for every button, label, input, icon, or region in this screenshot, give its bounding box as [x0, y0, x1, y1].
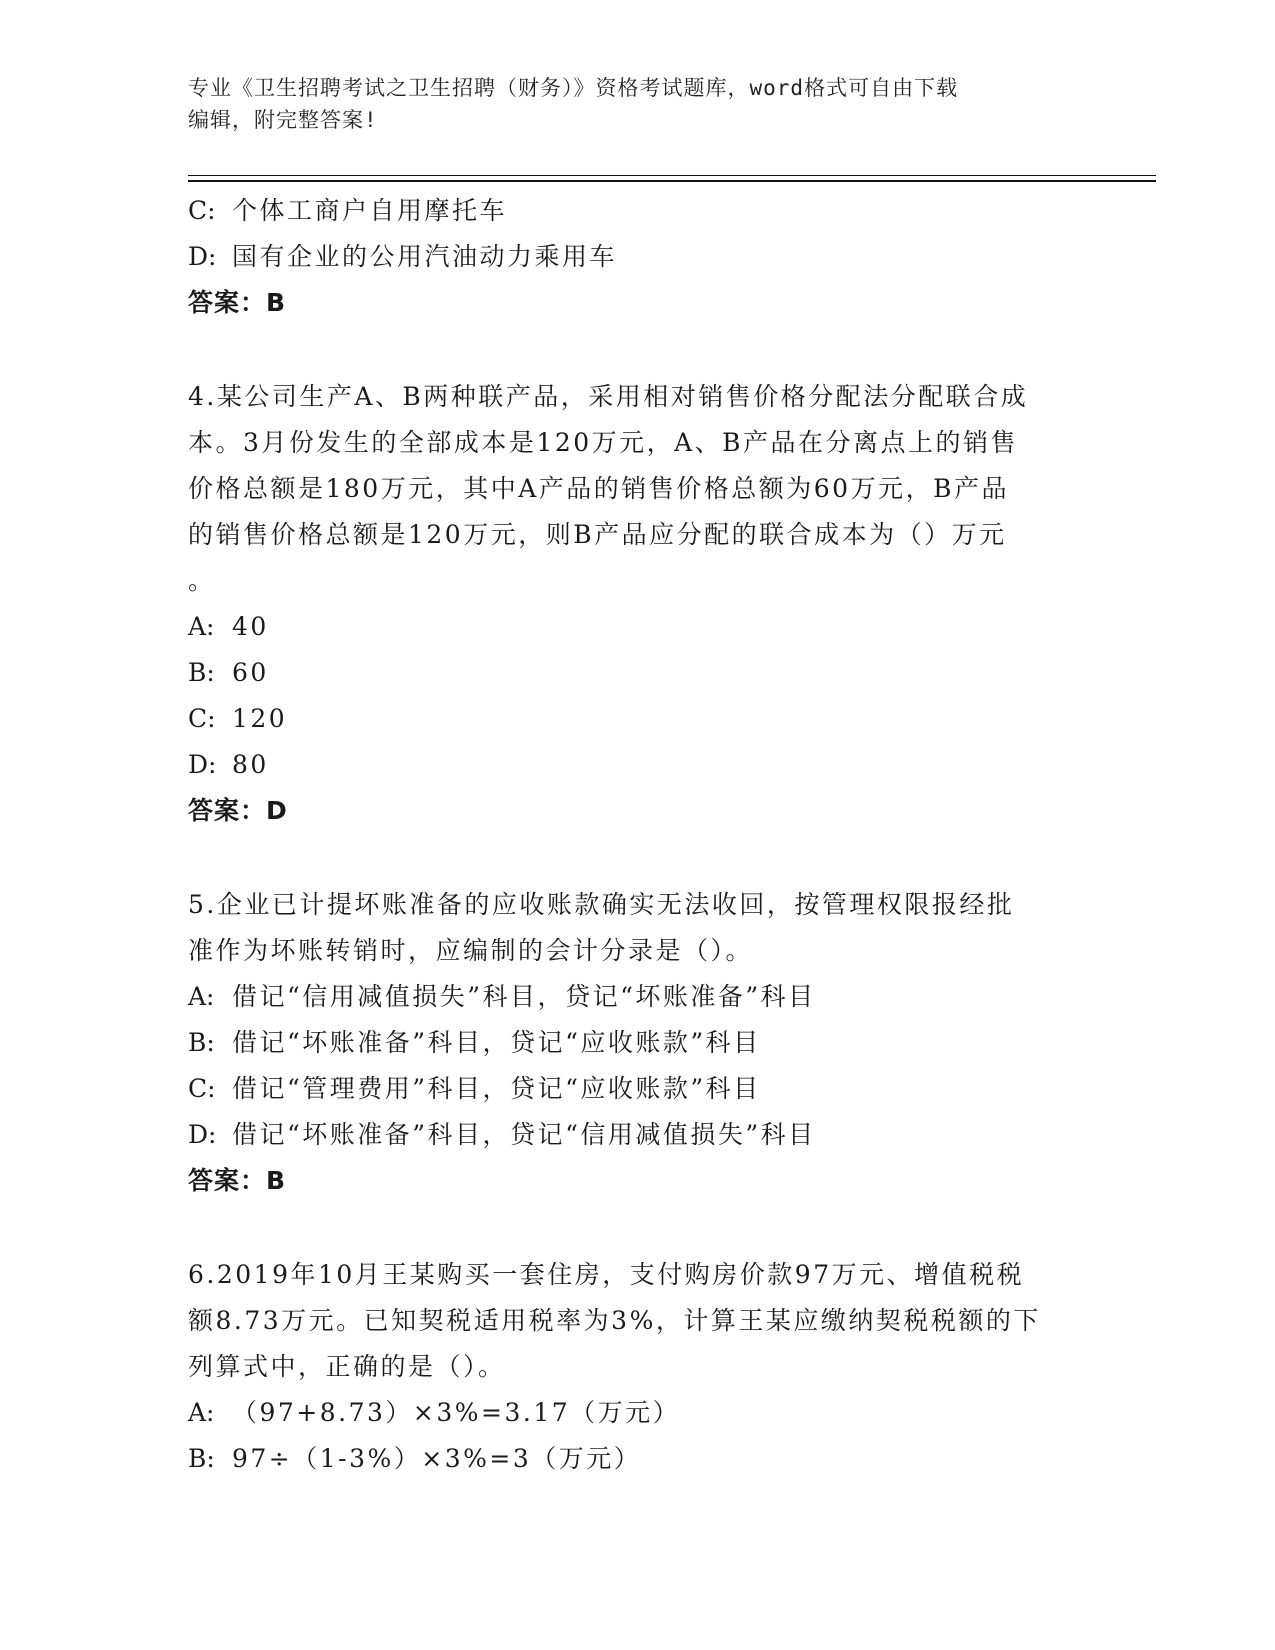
q5-option-c [188, 1066, 1128, 1112]
q4-option-b [188, 650, 1128, 696]
q5-stem-line: 5.企业已计提坏账准备的应收账款确实无法收回，按管理权限报经批 [188, 890, 1015, 919]
q3-option-c [188, 188, 1128, 234]
option-text: 60 [232, 658, 269, 687]
option-text: 40 [232, 612, 269, 641]
q4-option-a [188, 604, 1128, 650]
document-header [188, 72, 1088, 136]
option-text: 借记“信用减值损失”科目，贷记“坏账准备”科目 [232, 982, 816, 1011]
option-text: 借记“坏账准备”科目，贷记“应收账款”科目 [232, 1028, 761, 1057]
q6-stem-line: 列算式中，正确的是（）。 [188, 1352, 506, 1381]
option-label: C: [188, 196, 216, 225]
q6-stem-line: 额8.73万元。已知契税适用税率为3%，计算王某应缴纳契税税额的下 [188, 1306, 1041, 1335]
q6-option-b [188, 1436, 1128, 1482]
option-text: （97+8.73）×3%=3.17（万元） [232, 1398, 681, 1427]
q5-option-b [188, 1020, 1128, 1066]
question-content [188, 188, 1128, 1482]
option-label: C: [188, 704, 216, 733]
option-label: A: [188, 982, 215, 1011]
q5-option-a [188, 974, 1128, 1020]
option-label: B: [188, 658, 215, 687]
q6-stem-line: 6.2019年10月王某购买一套住房，支付购房价款97万元、增值税税 [188, 1260, 1025, 1289]
option-label: B: [188, 1028, 215, 1057]
q5-answer: 答案：B [188, 1166, 287, 1195]
q4-option-c [188, 696, 1128, 742]
option-label: D: [188, 242, 217, 271]
option-text: 80 [232, 750, 269, 779]
spacer [188, 1204, 1128, 1252]
spacer [188, 834, 1128, 882]
q5-option-d [188, 1112, 1128, 1158]
option-text: 国有企业的公用汽油动力乘用车 [232, 242, 618, 271]
header-line-1: 专业《卫生招聘考试之卫生招聘（财务）》资格考试题库，word格式可自由下载 [188, 76, 959, 100]
q4-option-d [188, 742, 1128, 788]
question-5 [188, 882, 1128, 1204]
q3-option-d [188, 234, 1128, 280]
question-6 [188, 1252, 1128, 1482]
option-label: A: [188, 1398, 215, 1427]
option-label: D: [188, 750, 217, 779]
header-rule-thick [188, 180, 1156, 182]
question-3 [188, 188, 1128, 326]
q4-stem-line: 本。3月份发生的全部成本是120万元，A、B产品在分离点上的销售 [188, 428, 1019, 457]
q3-answer: 答案：B [188, 288, 287, 317]
q4-stem-line: 4.某公司生产A、B两种联产品，采用相对销售价格分配法分配联合成 [188, 382, 1029, 411]
q4-stem-line: 的销售价格总额是120万元，则B产品应分配的联合成本为（）万元 [188, 520, 1007, 549]
q4-stem-line: 价格总额是180万元，其中A产品的销售价格总额为60万元，B产品 [188, 474, 1009, 503]
q4-stem-line: 。 [188, 566, 216, 595]
option-label: A: [188, 612, 215, 641]
q6-option-a [188, 1390, 1128, 1436]
option-label: B: [188, 1444, 215, 1473]
question-4 [188, 374, 1128, 834]
header-rule-thin [188, 175, 1156, 176]
q5-stem-line: 准作为坏账转销时，应编制的会计分录是（）。 [188, 936, 754, 965]
header-line-2: 编辑，附完整答案! [188, 108, 378, 132]
option-text: 借记“管理费用”科目，贷记“应收账款”科目 [232, 1074, 761, 1103]
option-text: 个体工商户自用摩托车 [232, 196, 508, 225]
option-label: C: [188, 1074, 216, 1103]
option-text: 借记“坏账准备”科目，贷记“信用减值损失”科目 [232, 1120, 816, 1149]
q4-answer: 答案：D [188, 796, 288, 825]
option-label: D: [188, 1120, 217, 1149]
spacer [188, 326, 1128, 374]
option-text: 120 [232, 704, 288, 733]
option-text: 97÷（1-3%）×3%=3（万元） [232, 1444, 642, 1473]
